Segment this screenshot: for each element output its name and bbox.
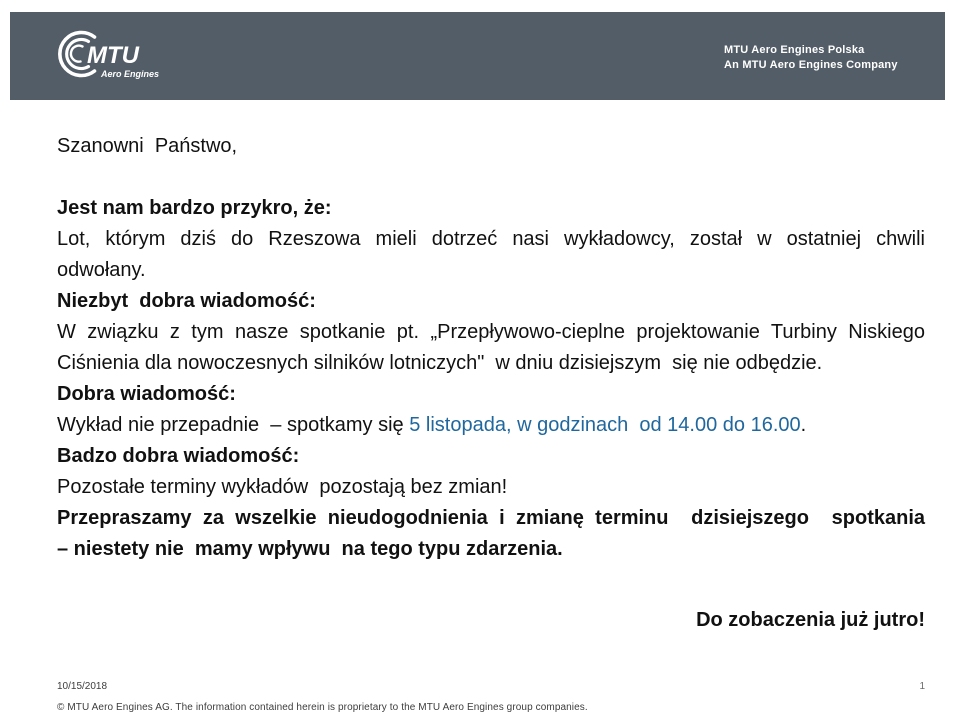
heading-not-good-news: Niezbyt dobra wiadomość: bbox=[57, 290, 316, 312]
lecture-text-suffix: . bbox=[800, 414, 807, 436]
apology-line2: – niestety nie mamy wpływu na tego typu zdarzenia. bbox=[57, 538, 563, 560]
logo-tagline-text: Aero Engines bbox=[101, 69, 160, 79]
meeting-cancelled-line2: Ciśnienia dla nowoczesnych silników lotniczych" w dniu dzisiejszym się nie odbędzie. bbox=[57, 352, 823, 374]
lecture-text-prefix: Wykład nie przepadnie – spotkamy się bbox=[57, 414, 410, 436]
header-company-line2: An MTU Aero Engines Company bbox=[724, 59, 898, 71]
heading-good-news: Dobra wiadomość: bbox=[57, 383, 236, 405]
footer-copyright: © MTU Aero Engines AG. The information contained herein is proprietary to the MTU Aero Engines group companies. bbox=[57, 702, 588, 713]
other-terms-line: Pozostałe terminy wykładów pozostają bez zmian! bbox=[57, 476, 508, 498]
heading-very-good-news: Badzo dobra wiadomość: bbox=[57, 445, 300, 467]
footer-date: 10/15/2018 bbox=[57, 681, 108, 692]
header-band bbox=[10, 12, 945, 100]
flight-cancelled-line2: odwołany. bbox=[57, 259, 146, 281]
heading-sorry: Jest nam bardzo przykro, że: bbox=[57, 197, 332, 219]
logo-brand-text: MTU bbox=[87, 42, 139, 69]
page-number: 1 bbox=[919, 681, 925, 692]
flight-cancelled-line1: Lot, którym dziś do Rzeszowa mieli dotrzeć nasi wykładowcy, został w ostatniej chwili bbox=[57, 228, 925, 250]
apology-line1: Przepraszamy za wszelkie nieudogodnienia i zmianę terminu dzisiejszego spotkania bbox=[57, 507, 925, 529]
mtu-logo-icon bbox=[56, 27, 171, 87]
header-company-line1: MTU Aero Engines Polska bbox=[724, 44, 865, 56]
greeting-line: Szanowni Państwo, bbox=[57, 135, 238, 157]
new-date-highlight: 5 listopada, w godzinach od 14.00 do 16.00 bbox=[409, 414, 801, 436]
lecture-reschedule-line bbox=[57, 410, 925, 441]
slide-body bbox=[57, 131, 925, 636]
meeting-cancelled-line1: W związku z tym nasze spotkanie pt. „Przepływowo-cieplne projektowanie Turbiny Niskiego bbox=[57, 321, 925, 343]
closing-line: Do zobaczenia już jutro! bbox=[696, 609, 925, 631]
header-company-block bbox=[724, 43, 898, 73]
blank-line bbox=[57, 162, 925, 193]
